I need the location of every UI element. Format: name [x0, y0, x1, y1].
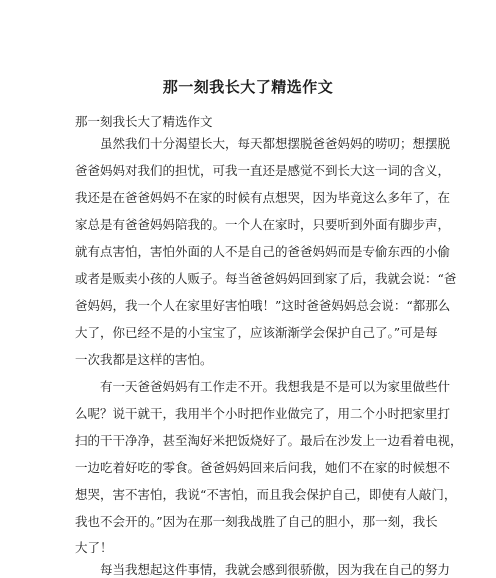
paragraph-line: 我也不会开的。”因为在那一刻我战胜了自己的胆小，那一刻，我长: [75, 514, 438, 529]
paragraph-line: 家总是有爸爸妈妈陪我的。一个人在家时，只要听到外面有脚步声，: [75, 217, 451, 232]
paragraph-line: 我还是在爸爸妈妈不在家的时候有点想哭，因为毕竟这么多年了，在: [75, 190, 451, 205]
paragraph-line: 就有点害怕，害怕外面的人不是自己的爸爸妈妈而是专偷东西的小偷: [75, 244, 451, 259]
paragraph-line: 虽然我们十分渴望长大，每天都想摆脱爸爸妈妈的唠叨；想摆脱: [100, 136, 451, 151]
paragraph-line: 大了，你已经不是的小宝宝了，应该渐渐学会保护自己了。”可是每: [75, 325, 438, 340]
paragraph-line: 一边吃着好吃的零食。爸爸妈妈回来后问我，她们不在家的时候想不: [75, 460, 451, 475]
paragraph-line: 一次我都是这样的害怕。: [75, 352, 213, 367]
paragraph-line: 么呢？说干就干，我用半个小时把作业做完了，用二个小时把家里打: [75, 406, 451, 421]
paragraph-line: 有一天爸爸妈妈有工作走不开。我想我是不是可以为家里做些什: [100, 379, 451, 394]
paragraph-line: 爸爸妈妈对我们的担忧，可我一直还是感觉不到长大这一词的含义，: [75, 163, 451, 178]
paragraph-line: 或者是贩卖小孩的人贩子。每当爸爸妈妈回到家了后，我就会说：“爸: [75, 271, 457, 286]
paragraph-line: 每当我想起这件事情，我就会感到很骄傲，因为我在自己的努力: [100, 562, 451, 577]
paragraph-line: 爸妈妈，我一个人在家里好害怕哦！”这时爸爸妈妈总会说：“都那么: [75, 298, 451, 313]
paragraph-line: 想哭，害不害怕，我说“不害怕，而且我会保护自己，即使有人敲门，: [75, 487, 457, 502]
document-subtitle: 那一刻我长大了精选作文: [75, 114, 213, 129]
document-title: 那一刻我长大了精选作文: [162, 78, 334, 96]
paragraph-line: 扫的干干净净，甚至淘好米把饭烧好了。最后在沙发上一边看着电视，: [75, 433, 463, 448]
paragraph-line: 大了！: [75, 540, 113, 555]
